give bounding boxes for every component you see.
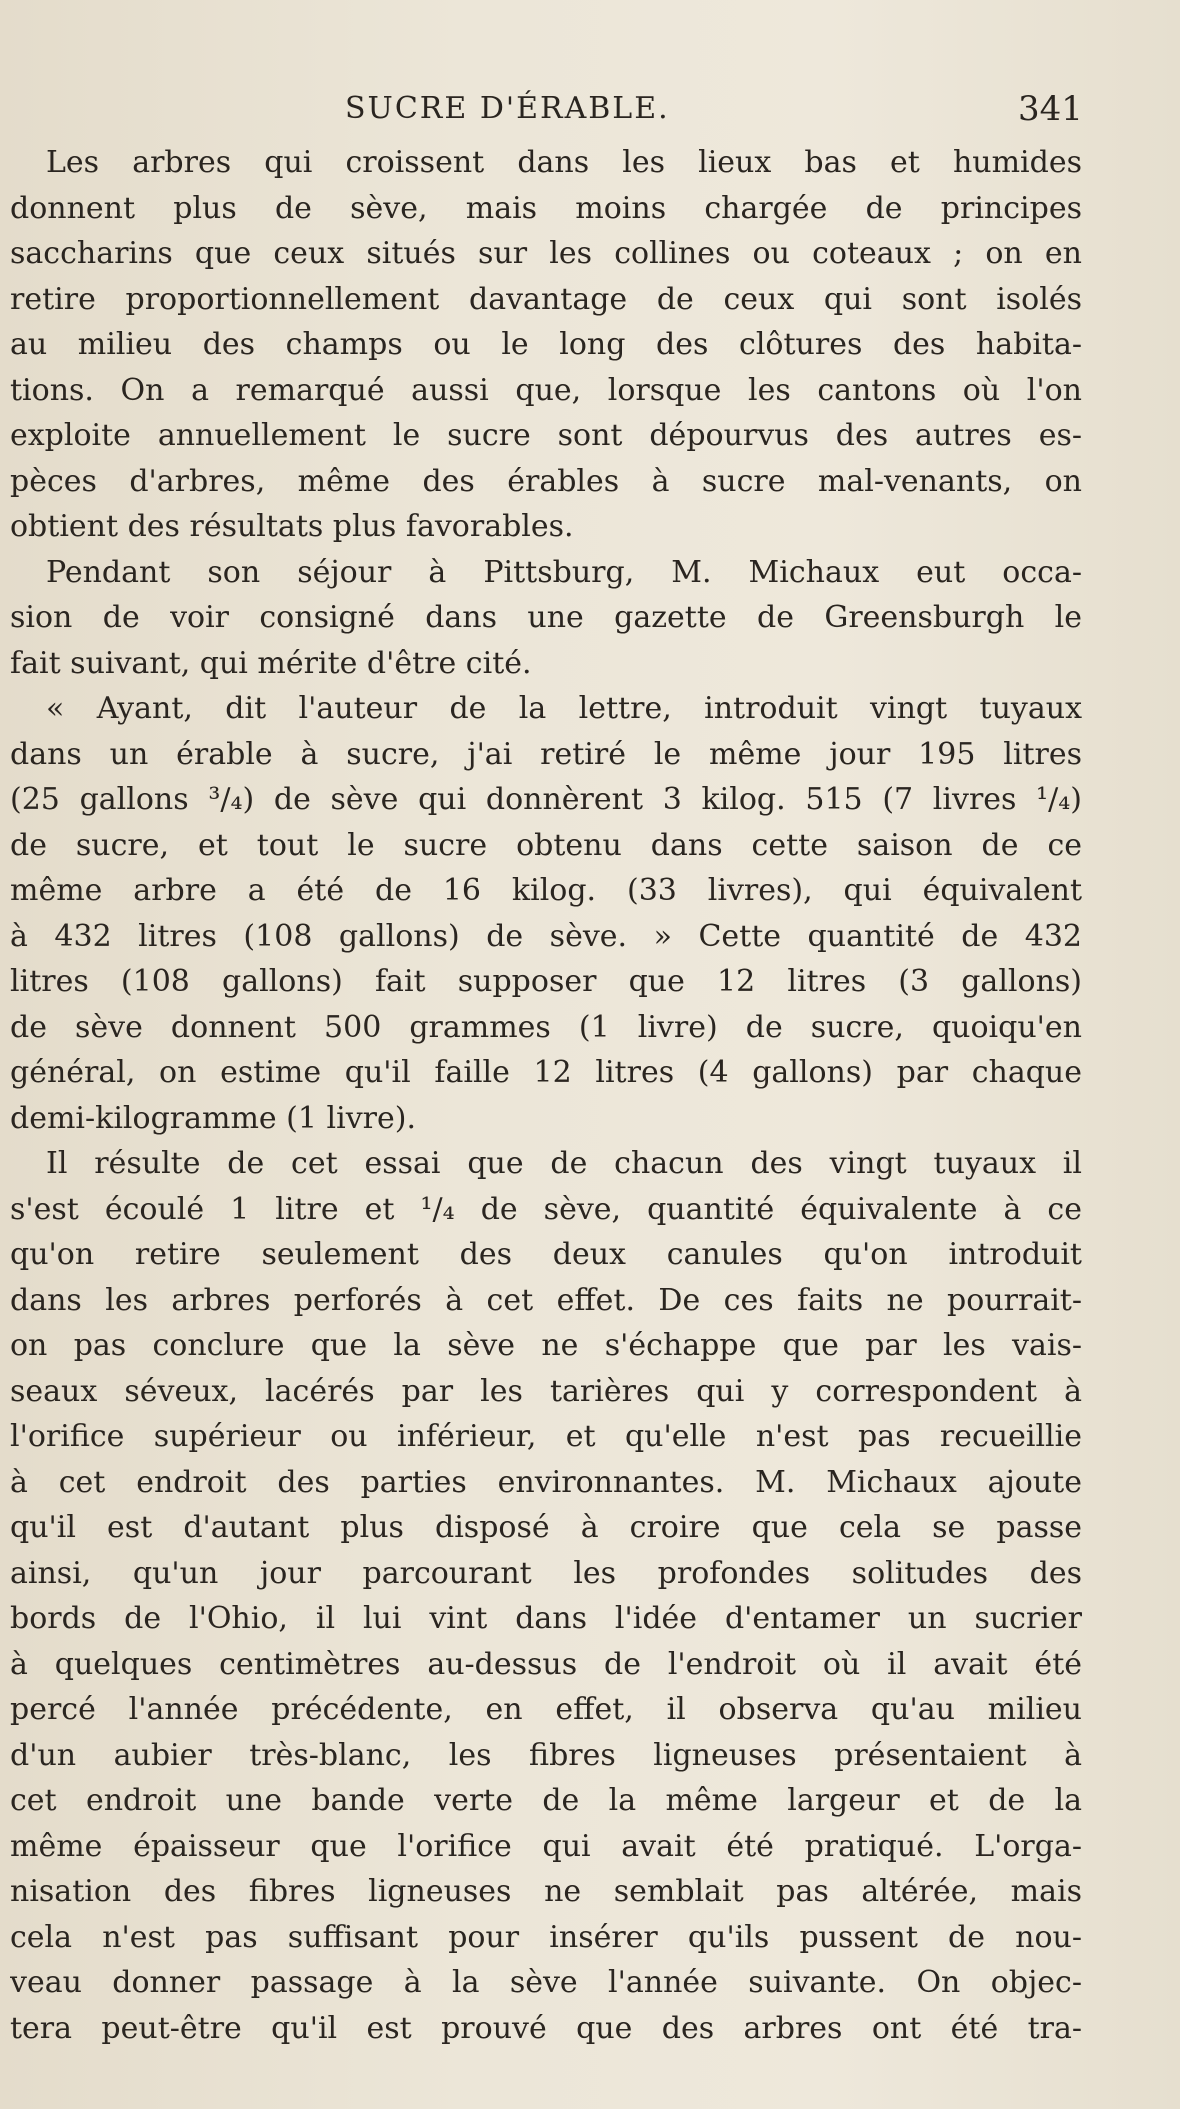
text-line: au milieu des champs ou le long des clôtures des habita- xyxy=(10,327,1082,362)
text-line: d'un aubier très-blanc, les fibres ligneuses présentaient à xyxy=(10,1737,1082,1773)
text-line: Les arbres qui croissent dans les lieux bas et humides xyxy=(46,145,1082,180)
text-line: qu'on retire seulement des deux canules qu'on introduit xyxy=(10,1237,1082,1272)
running-title: SUCRE D'ÉRABLE. xyxy=(345,91,670,126)
text-line: dans un érable à sucre, j'ai retiré le même jour 195 litres xyxy=(10,736,1082,772)
text-line: seaux séveux, lacérés par les tarières qui y correspondent à xyxy=(10,1373,1082,1409)
text-line: exploite annuellement le sucre sont dépourvus des autres es- xyxy=(10,418,1082,453)
text-line: général, on estime qu'il faille 12 litres (4 gallons) par chaque xyxy=(10,1055,1082,1090)
text-line: Pendant son séjour à Pittsburg, M. Michaux eut occa- xyxy=(46,554,1082,590)
text-line: sion de voir consigné dans une gazette de Greensburgh le xyxy=(10,600,1082,635)
text-line: tera peut-être qu'il est prouvé que des arbres ont été tra- xyxy=(10,2010,1082,2046)
text-line: litres (108 gallons) fait supposer que 12 litres (3 gallons) xyxy=(10,964,1082,999)
text-line: dans les arbres perforés à cet effet. De ces faits ne pourrait- xyxy=(10,1282,1082,1318)
text-line: à cet endroit des parties environnantes. M. Michaux ajoute xyxy=(10,1464,1082,1500)
text-line: de sucre, et tout le sucre obtenu dans cette saison de ce xyxy=(10,827,1082,863)
text-line: on pas conclure que la sève ne s'échappe que par les vais- xyxy=(10,1328,1082,1363)
text-line: (25 gallons ³/₄) de sève qui donnèrent 3 kilog. 515 (7 livres ¹/₄) xyxy=(10,782,1082,817)
text-line: tions. On a remarqué aussi que, lorsque les cantons où l'on xyxy=(10,372,1082,408)
text-line: ainsi, qu'un jour parcourant les profondes solitudes des xyxy=(10,1555,1082,1591)
text-line: donnent plus de sève, mais moins chargée de principes xyxy=(10,190,1082,226)
text-line: Il résulte de cet essai que de chacun des vingt tuyaux il xyxy=(46,1146,1082,1181)
text-line: retire proportionnellement davantage de ceux qui sont isolés xyxy=(10,281,1082,317)
text-line: s'est écoulé 1 litre et ¹/₄ de sève, quantité équivalente à ce xyxy=(10,1191,1082,1227)
text-line: fait suivant, qui mérite d'être cité. xyxy=(10,645,532,681)
text-line: l'orifice supérieur ou inférieur, et qu'elle n'est pas recueillie xyxy=(10,1419,1082,1454)
text-line: veau donner passage à la sève l'année suivante. On objec- xyxy=(10,1965,1082,2000)
text-line: saccharins que ceux situés sur les collines ou coteaux ; on en xyxy=(10,236,1082,271)
text-line: même épaisseur que l'orifice qui avait été pratiqué. L'orga- xyxy=(10,1828,1082,1864)
text-line: à 432 litres (108 gallons) de sève. » Cette quantité de 432 xyxy=(10,918,1082,954)
text-line: percé l'année précédente, en effet, il observa qu'au milieu xyxy=(10,1692,1082,1727)
text-line: cela n'est pas suffisant pour insérer qu'ils pussent de nou- xyxy=(10,1919,1082,1955)
text-line: même arbre a été de 16 kilog. (33 livres), qui équivalent xyxy=(10,873,1082,908)
page-number: 341 xyxy=(1018,89,1083,129)
body-text xyxy=(10,140,1082,2051)
text-line: de sève donnent 500 grammes (1 livre) de sucre, quoiqu'en xyxy=(10,1009,1082,1045)
text-line: bords de l'Ohio, il lui vint dans l'idée d'entamer un sucrier xyxy=(10,1601,1082,1636)
text-line: à quelques centimètres au-dessus de l'endroit où il avait été xyxy=(10,1646,1082,1682)
page-header xyxy=(0,84,1180,134)
text-line: demi-kilogramme (1 livre). xyxy=(10,1100,416,1136)
text-line: obtient des résultats plus favorables. xyxy=(10,509,574,544)
text-line: pèces d'arbres, même des érables à sucre mal-venants, on xyxy=(10,463,1082,499)
text-line: « Ayant, dit l'auteur de la lettre, introduit vingt tuyaux xyxy=(46,691,1082,726)
text-line: nisation des fibres ligneuses ne semblait pas altérée, mais xyxy=(10,1874,1082,1909)
text-line: cet endroit une bande verte de la même largeur et de la xyxy=(10,1783,1082,1818)
text-line: qu'il est d'autant plus disposé à croire que cela se passe xyxy=(10,1510,1082,1545)
